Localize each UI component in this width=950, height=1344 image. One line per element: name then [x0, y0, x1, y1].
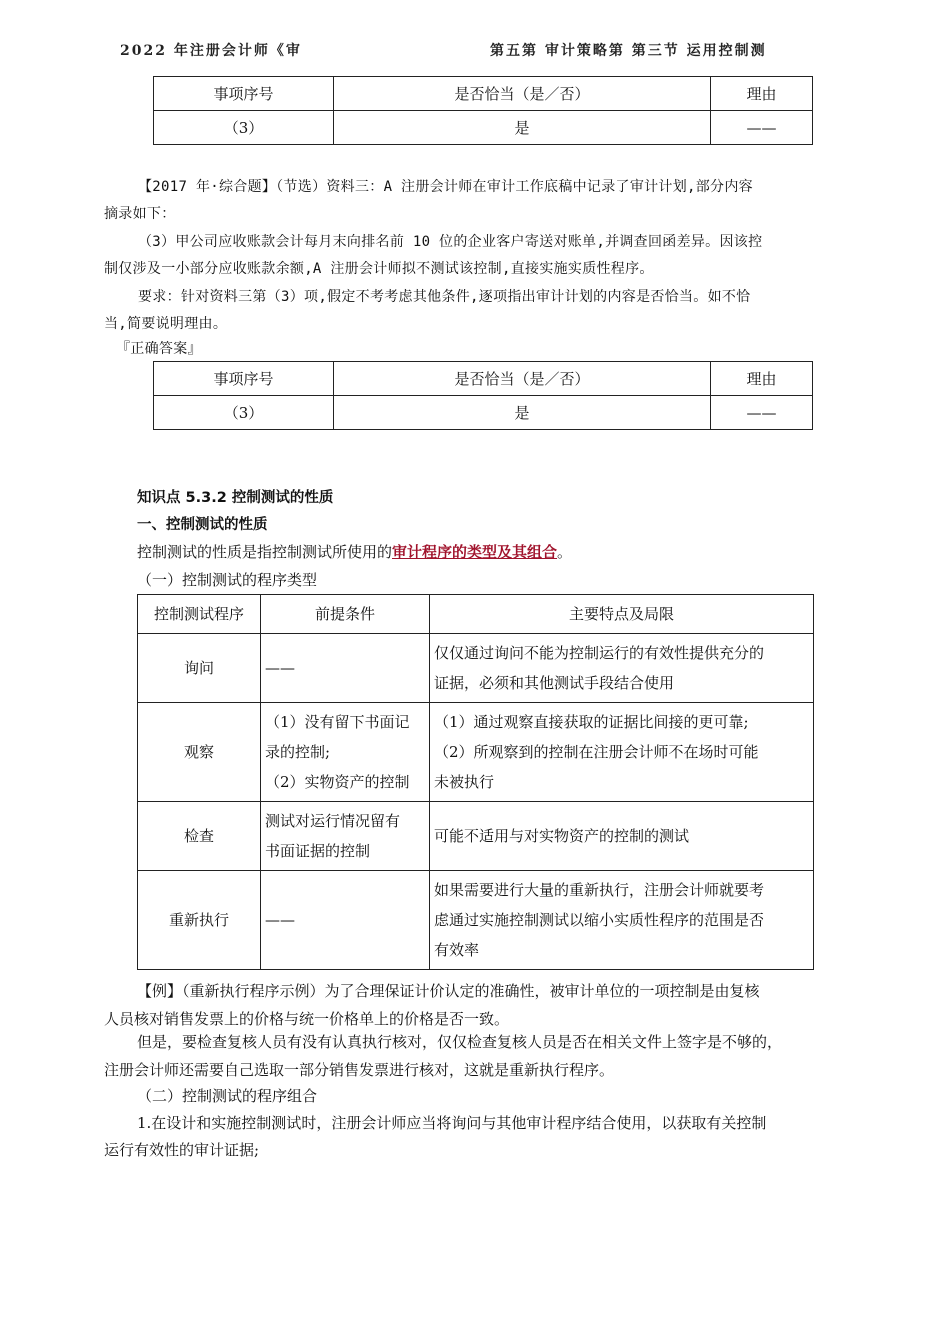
- subsection-procedure-combo: （二）控制测试的程序组合: [137, 1087, 318, 1105]
- procedure-name: 观察: [138, 703, 261, 802]
- precondition-line: ——: [265, 659, 295, 677]
- header-appropriate: 是否恰当（是／否）: [334, 77, 711, 111]
- answer-table-2: [153, 361, 813, 430]
- cell-item: （3）: [154, 111, 334, 145]
- precondition-line: ——: [265, 911, 295, 929]
- requirement-2: 当,简要说明理由。: [104, 316, 228, 332]
- header-appropriate: 是否恰当（是／否）: [334, 362, 711, 396]
- precondition-line: （2）实物资产的控制: [265, 773, 410, 791]
- cell-reason: ——: [711, 396, 813, 430]
- table-row: [138, 703, 814, 802]
- table-row: [154, 396, 813, 430]
- question-intro-2: 摘录如下：: [104, 206, 176, 222]
- answer-table-1: [153, 76, 813, 145]
- definition-link[interactable]: 审计程序的类型及其组合: [392, 543, 558, 561]
- precondition-line: 测试对运行情况留有: [265, 812, 401, 830]
- feature-line: 如果需要进行大量的重新执行，注册会计师就要考: [434, 881, 765, 899]
- features-cell: [430, 871, 814, 970]
- cell-appropriate: 是: [334, 111, 711, 145]
- precondition-cell: [261, 802, 430, 871]
- combo-line-2: 运行有效性的审计证据;: [104, 1141, 260, 1159]
- answer-label: 『正确答案』: [116, 341, 202, 357]
- definition-suffix: 。: [557, 543, 573, 561]
- cell-appropriate: 是: [334, 396, 711, 430]
- feature-line: （1）通过观察直接获取的证据比间接的更可靠;: [434, 713, 749, 731]
- feature-line: 可能不适用与对实物资产的控制的测试: [434, 827, 690, 845]
- subsection-procedure-types: （一）控制测试的程序类型: [137, 571, 318, 589]
- procedures-header-row: [138, 595, 814, 634]
- precondition-cell: [261, 703, 430, 802]
- precondition-line: 书面证据的控制: [265, 842, 371, 860]
- feature-line: （2）所观察到的控制在注册会计师不在场时可能: [434, 743, 759, 761]
- features-cell: [430, 634, 814, 703]
- knowledge-point-title: 知识点 5.3.2 控制测试的性质: [137, 490, 334, 506]
- header-right: 第五第 审计策略第 第三节 运用控制测: [490, 43, 767, 59]
- requirement-1: 要求：针对资料三第（3）项,假定不考考虑其他条件,逐项指出审计计划的内容是否恰当。如不恰: [138, 289, 751, 305]
- feature-line: 有效率: [434, 941, 480, 959]
- table-row: [138, 634, 814, 703]
- header-precondition: 前提条件: [261, 595, 430, 634]
- header-item-no: 事项序号: [154, 362, 334, 396]
- procedures-table: [137, 594, 814, 970]
- table-row: [138, 802, 814, 871]
- question-item3-1: （3）甲公司应收账款会计每月末向排名前 10 位的企业客户寄送对账单,并调查回函差异。因该控: [138, 234, 763, 250]
- section-heading: 一、控制测试的性质: [137, 517, 268, 533]
- question-intro-1: 【2017 年·综合题】（节选）资料三：A 注册会计师在审计工作底稿中记录了审计计划,部分内容: [138, 179, 753, 195]
- feature-line: 证据，必须和其他测试手段结合使用: [434, 674, 675, 692]
- precondition-line: （1）没有留下书面记: [265, 713, 410, 731]
- table-row: [154, 111, 813, 145]
- procedure-name: 询问: [138, 634, 261, 703]
- procedure-name: 检查: [138, 802, 261, 871]
- page-header: [0, 36, 950, 59]
- table-header-row: [154, 362, 813, 396]
- feature-line: 未被执行: [434, 773, 495, 791]
- features-cell: [430, 703, 814, 802]
- feature-line: 虑通过实施控制测试以缩小实质性程序的范围是否: [434, 911, 765, 929]
- definition-paragraph: [137, 539, 572, 566]
- example-line-3: 但是，要检查复核人员有没有认真执行核对，仅仅检查复核人员是否在相关文件上签字是不够的，: [137, 1033, 783, 1051]
- precondition-cell: [261, 634, 430, 703]
- header-reason: 理由: [711, 362, 813, 396]
- header-reason: 理由: [711, 77, 813, 111]
- precondition-line: 录的控制;: [265, 743, 331, 761]
- question-item3-2: 制仅涉及一小部分应收账款余额,A 注册会计师拟不测试该控制,直接实施实质性程序。: [104, 261, 654, 277]
- precondition-cell: [261, 871, 430, 970]
- combo-line-1: 1.在设计和实施控制测试时，注册会计师应当将询问与其他审计程序结合使用，以获取有关控制: [137, 1114, 767, 1132]
- header-procedure: 控制测试程序: [138, 595, 261, 634]
- definition-prefix: 控制测试的性质是指控制测试所使用的: [137, 543, 393, 561]
- procedure-name: 重新执行: [138, 871, 261, 970]
- header-features: 主要特点及局限: [430, 595, 814, 634]
- table-header-row: [154, 77, 813, 111]
- cell-reason: ——: [711, 111, 813, 145]
- cell-item: （3）: [154, 396, 334, 430]
- table-row: [138, 871, 814, 970]
- header-item-no: 事项序号: [154, 77, 334, 111]
- header-left: 2022 年注册会计师《审: [120, 43, 302, 59]
- example-line-2: 人员核对销售发票上的价格与统一价格单上的价格是否一致。: [104, 1010, 510, 1028]
- features-cell: [430, 802, 814, 871]
- feature-line: 仅仅通过询问不能为控制运行的有效性提供充分的: [434, 644, 765, 662]
- example-line-1: 【例】（重新执行程序示例）为了合理保证计价认定的准确性，被审计单位的一项控制是由复核: [137, 982, 760, 1000]
- example-line-4: 注册会计师还需要自己选取一部分销售发票进行核对，这就是重新执行程序。: [104, 1061, 615, 1079]
